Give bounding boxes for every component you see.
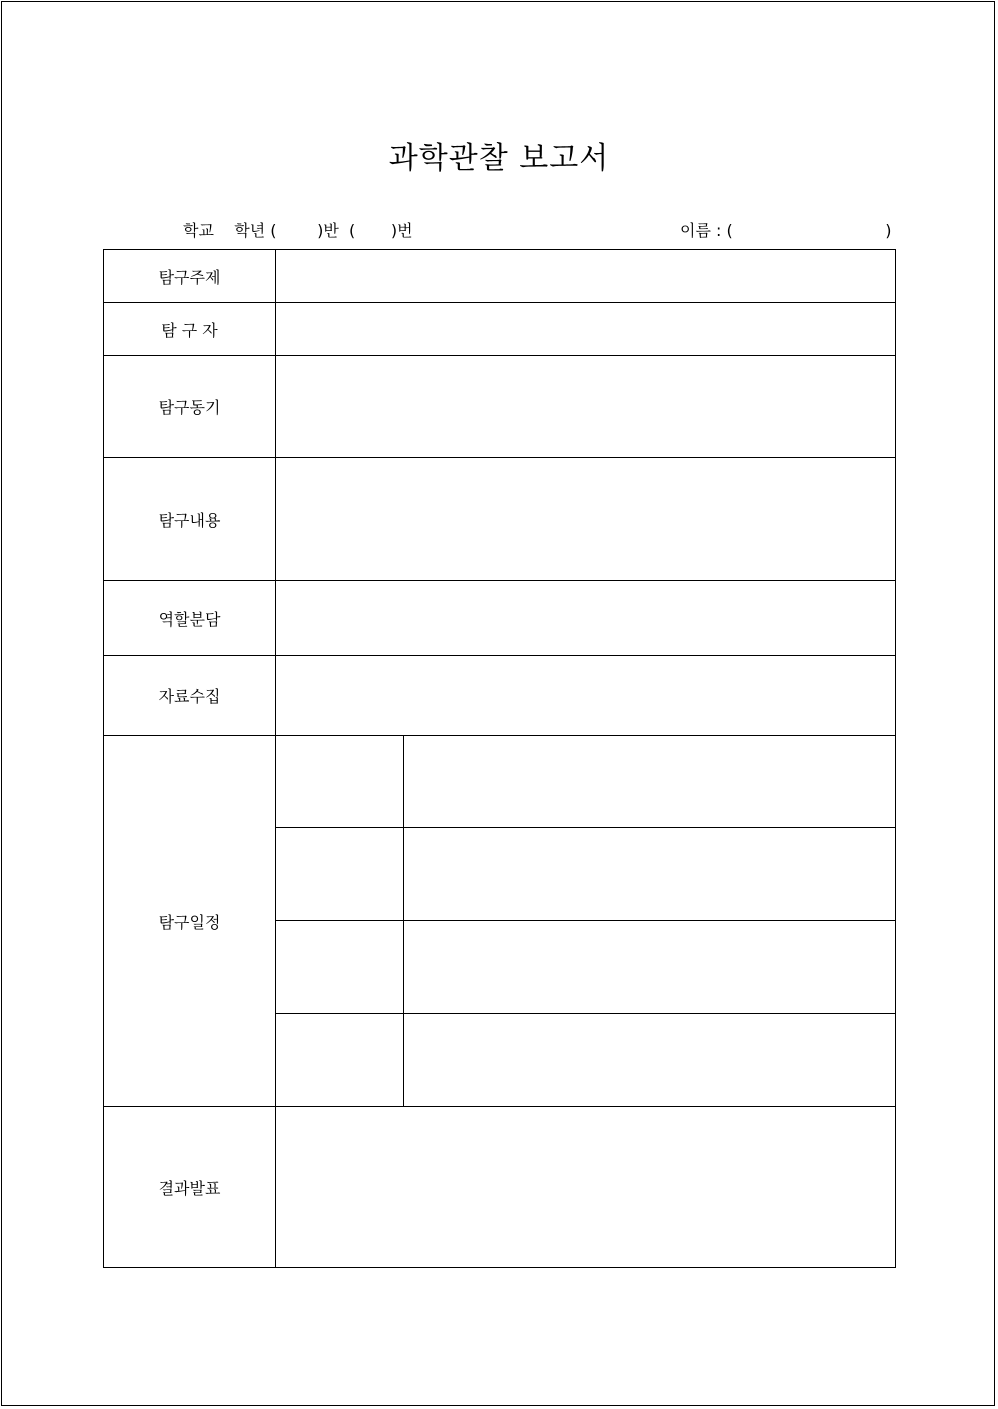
schedule-date-cell-2[interactable]: [276, 828, 404, 921]
table-row: [104, 656, 896, 736]
table-row: [104, 458, 896, 581]
schedule-detail-cell-1[interactable]: [404, 736, 896, 828]
cell-roles[interactable]: [276, 581, 896, 656]
table-row: [104, 303, 896, 356]
report-table: [103, 249, 896, 1268]
label-data-collection: 자료수집: [104, 656, 276, 736]
document-title: 과학관찰 보고서: [388, 141, 610, 176]
table-row: [104, 1107, 896, 1268]
cell-content[interactable]: [276, 458, 896, 581]
label-motivation: 탐구동기: [104, 356, 276, 458]
label-schedule: 탐구일정: [104, 736, 276, 1107]
cell-topic[interactable]: [276, 250, 896, 303]
schedule-date-cell-3[interactable]: [276, 921, 404, 1014]
table-row: [104, 736, 896, 828]
label-roles: 역할분담: [104, 581, 276, 656]
table-row: [104, 356, 896, 458]
name-field: 이름 : ( ): [680, 221, 892, 240]
table-row: [104, 250, 896, 303]
schedule-detail-cell-4[interactable]: [404, 1014, 896, 1107]
cell-motivation[interactable]: [276, 356, 896, 458]
label-topic: 탐구주제: [104, 250, 276, 303]
school-grade-class-number: 학교 학년 ( )반 ( )번: [183, 221, 413, 240]
label-presentation: 결과발표: [104, 1107, 276, 1268]
schedule-date-cell-4[interactable]: [276, 1014, 404, 1107]
table-row: [104, 581, 896, 656]
cell-data-collection[interactable]: [276, 656, 896, 736]
cell-researchers[interactable]: [276, 303, 896, 356]
schedule-detail-cell-3[interactable]: [404, 921, 896, 1014]
label-content: 탐구내용: [104, 458, 276, 581]
schedule-date-cell-1[interactable]: [276, 736, 404, 828]
schedule-detail-cell-2[interactable]: [404, 828, 896, 921]
label-researchers: 탐 구 자: [104, 303, 276, 356]
cell-presentation[interactable]: [276, 1107, 896, 1268]
